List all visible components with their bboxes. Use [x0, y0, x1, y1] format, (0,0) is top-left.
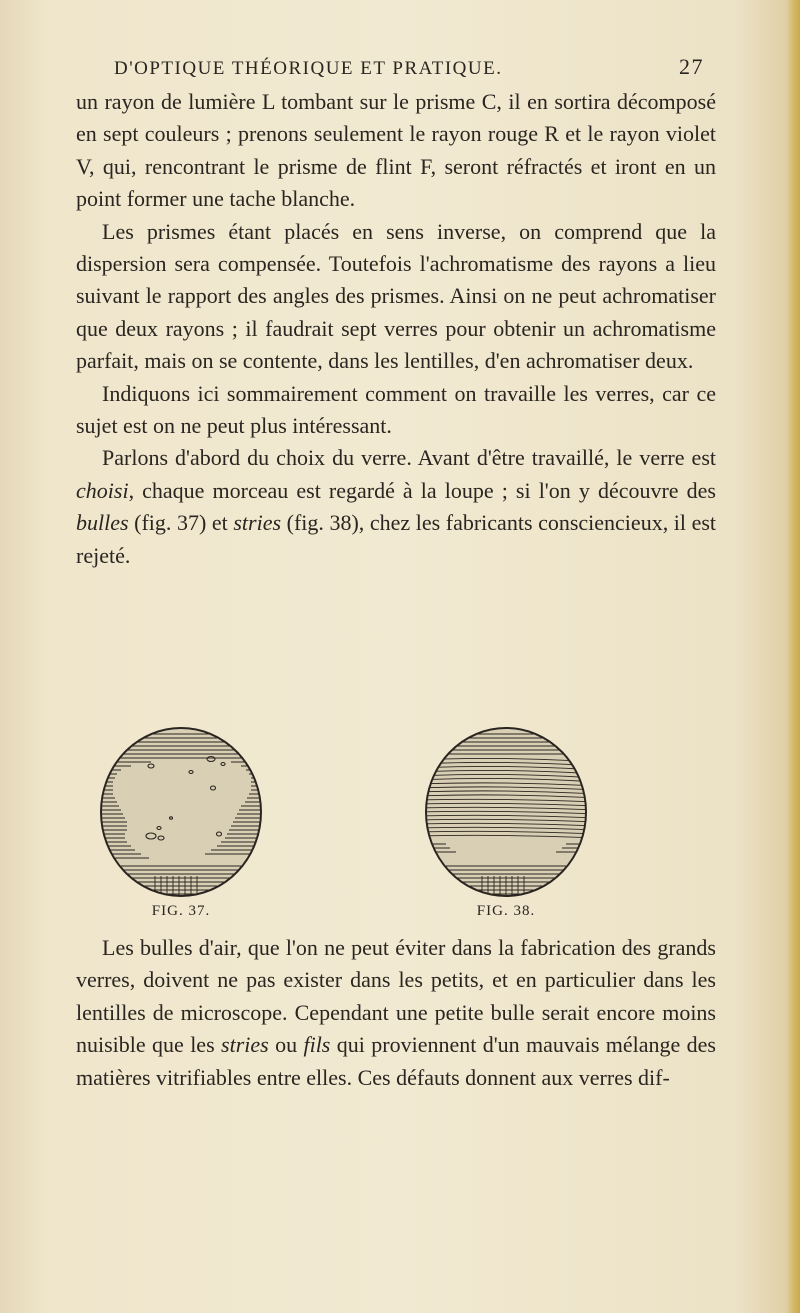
text-run: qui proviennent d'un mauvais mélange des matières vitrifiables entre elles. Ces défauts donnent aux verres dif- — [76, 1032, 716, 1090]
text-block-upper — [76, 86, 716, 572]
running-title: D'OPTIQUE THÉORIQUE ET PRATIQUE. — [114, 58, 503, 79]
italic-term: fils — [303, 1032, 331, 1058]
text-run: Parlons d'abord du choix du verre. Avant d'être travaillé, le verre est — [102, 445, 716, 471]
running-header — [114, 54, 704, 84]
bubbles-lens-illustration — [91, 726, 271, 901]
text-run: (fig. 38), chez les fabricants consciencieux, il est rejeté. — [76, 510, 717, 568]
text-block-lower — [76, 932, 716, 1094]
figure-38-striae — [416, 726, 596, 926]
italic-term: stries — [221, 1032, 269, 1058]
paragraph: un rayon de lumière L tombant sur le prisme C, il en sortira décomposé en sept couleurs ; prenons seulement le rayon rouge R et le rayon violet V, qui, rencontrant le prisme de flint F, seront réfractés et iront en un point former une tache blanche. — [76, 89, 716, 212]
striae-lens-illustration — [416, 726, 596, 901]
text-run: , chaque morceau est regardé à la loupe ; si l'on y découvre des — [128, 477, 716, 503]
paragraph: Indiquons ici sommairement comment on travaille les verres, car ce sujet est on ne peut plus intéressant. — [76, 380, 716, 439]
figure-37-bubbles — [91, 726, 271, 926]
figure-caption: FIG. 38. — [476, 903, 536, 919]
italic-term: stries — [233, 510, 282, 536]
figure-caption: FIG. 37. — [151, 903, 211, 919]
paragraph: Les prismes étant placés en sens inverse, on comprend que la dispersion sera compensée. Toutefois l'achromatisme des rayons a lieu suivant le rapport des angles des prismes. Ainsi on ne peut achromatiser que deux rayons ; il faudrait sept verres pour obtenir un achromatisme parfait, mais on se contente, dans les lentilles, d'en achromatiser deux. — [76, 218, 716, 374]
italic-term: bulles — [76, 510, 129, 536]
paragraph — [76, 932, 716, 1094]
text-run: (fig. 37) et — [128, 510, 234, 536]
paragraph — [76, 442, 716, 572]
text-run: Les bulles d'air, que l'on ne peut éviter dans la fabrication des grands verres, doivent ne pas exister dans les petits, et en particulier dans les lentilles de microscope. Cependant une petite bulle serait encore moins nuisible que les — [76, 935, 716, 1058]
italic-term: choisi — [76, 477, 129, 503]
gilt-page-edge — [786, 0, 800, 1313]
text-run: ou — [268, 1032, 304, 1058]
page-number: 27 — [679, 54, 704, 79]
